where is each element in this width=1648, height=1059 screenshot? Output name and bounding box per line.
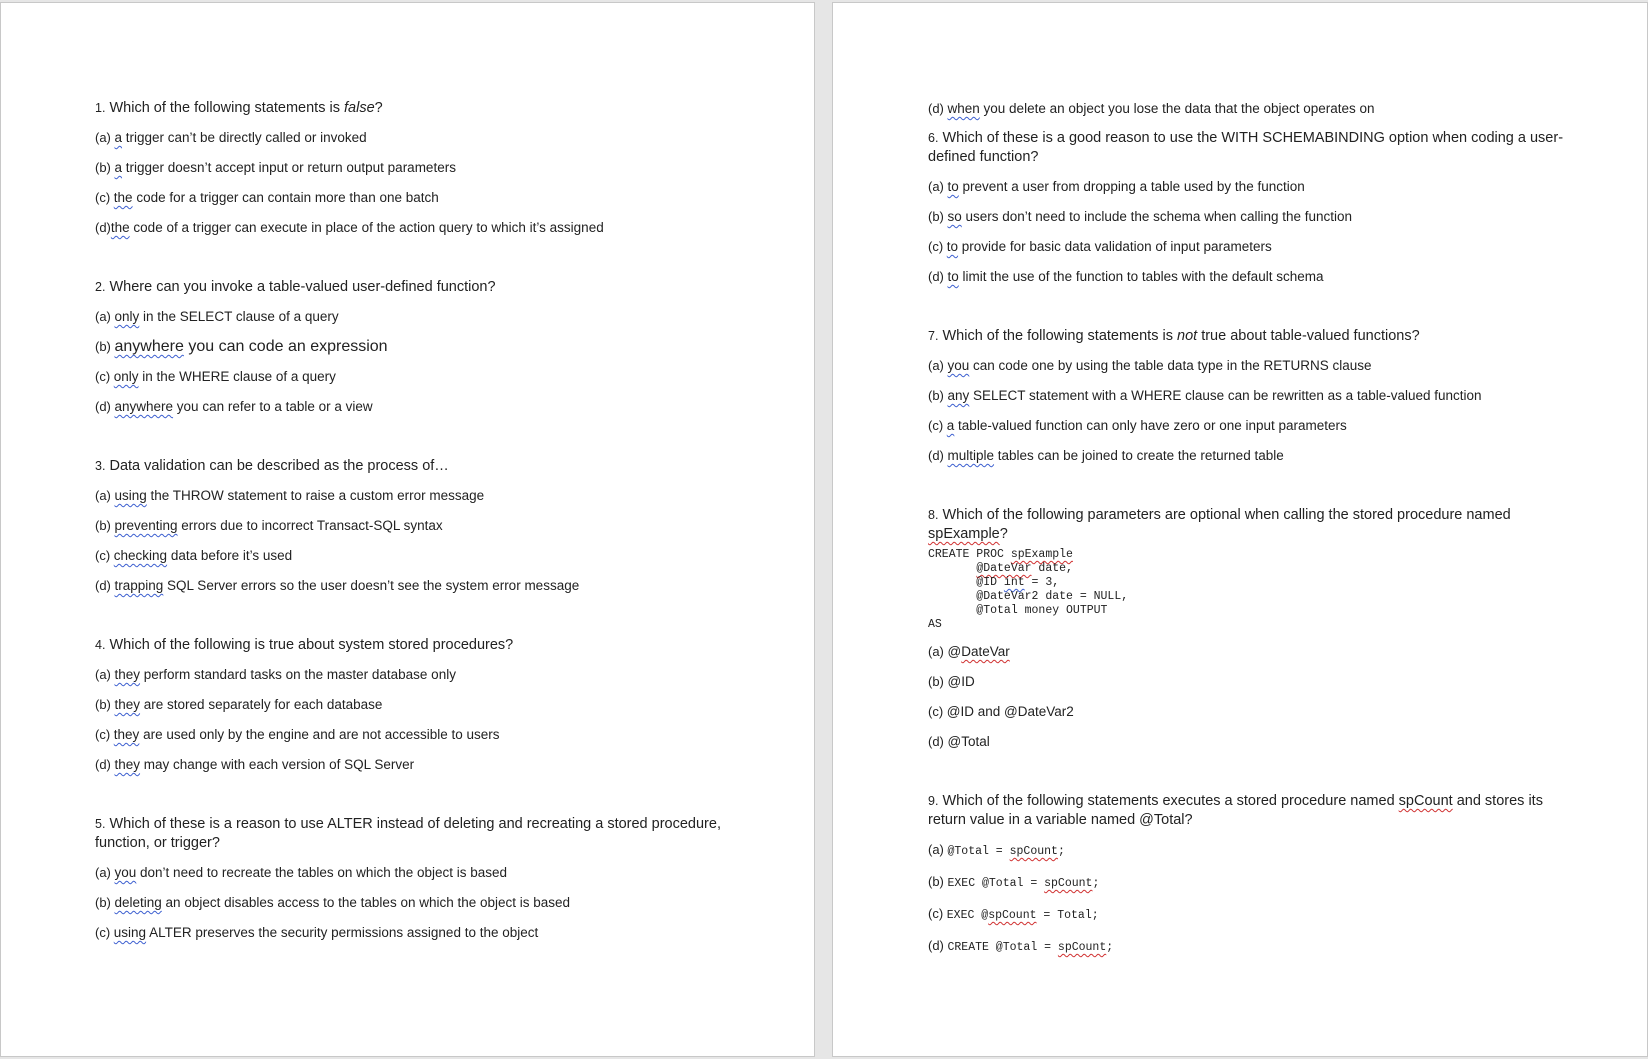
option-label: (a) — [928, 644, 948, 659]
option-text: tables can be joined to create the returned table — [994, 448, 1284, 463]
code-block — [928, 548, 1568, 632]
question-number: 5. — [95, 817, 106, 831]
question-number: 8. — [928, 508, 939, 522]
option-word: to — [947, 269, 959, 284]
option-9c — [928, 904, 1568, 926]
option-label: (b) — [95, 339, 115, 354]
option-label: (a) — [95, 309, 115, 324]
code-line — [928, 562, 976, 575]
option-word: to — [946, 239, 959, 254]
option-5a — [95, 863, 735, 883]
option-word: they — [114, 667, 141, 682]
question-number: 2. — [95, 280, 106, 294]
spacer — [928, 762, 1568, 792]
spacer — [95, 427, 735, 457]
question-5 — [95, 815, 735, 853]
option-6d — [928, 267, 1568, 287]
option-1a — [95, 128, 735, 148]
question-text: Which of the following statements executes a stored procedure named — [938, 793, 1399, 809]
option-word: anywhere — [114, 338, 184, 355]
option-label: (d) — [928, 734, 948, 749]
option-word: any — [947, 388, 970, 403]
option-1b — [95, 158, 735, 178]
option-4a — [95, 665, 735, 685]
option-code: @Total = — [947, 845, 1010, 858]
option-7c — [928, 416, 1568, 436]
option-label: (c) — [928, 239, 947, 254]
option-label: (b) — [928, 209, 948, 224]
question-1 — [95, 99, 735, 118]
option-4d — [95, 755, 735, 775]
option-label: (c) — [95, 190, 114, 205]
option-text: code for a trigger can contain more than one batch — [132, 190, 439, 205]
option-text: provide for basic data validation of input parameters — [958, 239, 1272, 254]
option-code-word: spCount — [1057, 941, 1107, 954]
page-right-content — [928, 99, 1568, 968]
option-text: trigger can’t be directly called or invoked — [122, 130, 367, 145]
option-word: checking — [113, 548, 168, 563]
question-7 — [928, 327, 1568, 346]
option-text: in the WHERE clause of a query — [138, 369, 336, 384]
option-word: a — [946, 418, 955, 433]
option-text: can code one by using the table data type in the RETURNS clause — [969, 358, 1372, 373]
option-text: prevent a user from dropping a table used by the function — [958, 179, 1305, 194]
question-9 — [928, 792, 1568, 830]
question-procedure-name: spExample — [928, 526, 1000, 542]
option-text: data before it’s used — [167, 548, 293, 563]
option-text: are stored separately for each database — [140, 697, 383, 712]
code-line-end: date, — [1031, 562, 1073, 575]
question-number: 6. — [928, 131, 939, 145]
option-code-word: spCount — [1044, 877, 1093, 890]
option-9b — [928, 872, 1568, 894]
option-text: don’t need to recreate the tables on which the object is based — [136, 865, 508, 880]
option-6b — [928, 207, 1568, 227]
option-text: you can refer to a table or a view — [173, 399, 373, 414]
option-code-end: = Total; — [1036, 909, 1099, 922]
question-number: 4. — [95, 638, 106, 652]
option-label: (c) — [95, 925, 114, 940]
option-1c — [95, 188, 735, 208]
question-8 — [928, 506, 1568, 544]
option-8a — [928, 642, 1568, 662]
question-text-end: true about table-valued functions? — [1197, 328, 1420, 344]
option-7d — [928, 446, 1568, 466]
option-9d — [928, 936, 1568, 958]
spacer — [928, 476, 1568, 506]
option-text: users don’t need to include the schema when calling the function — [961, 209, 1353, 224]
option-5c — [95, 923, 735, 943]
option-text: SQL Server errors so the user doesn’t see the system error message — [163, 578, 580, 593]
option-label: (a) — [95, 130, 115, 145]
option-text: code of a trigger can execute in place of the action query to which it’s assigned — [129, 220, 604, 235]
option-5b — [95, 893, 735, 913]
option-word: only — [114, 309, 140, 324]
option-label: (b) — [928, 874, 948, 889]
question-text: Which of the following parameters are optional when calling the stored procedure named — [938, 507, 1511, 523]
option-code-word: spCount — [988, 909, 1037, 922]
option-word: trapping — [114, 578, 164, 593]
option-text: an object disables access to the tables on which the object is based — [161, 895, 571, 910]
option-word: anywhere — [114, 399, 174, 414]
code-line: @DateVar2 date = NULL, — [928, 590, 1129, 603]
option-word: so — [947, 209, 962, 224]
option-word: a — [114, 160, 123, 175]
option-text: perform standard tasks on the master database only — [140, 667, 456, 682]
question-6 — [928, 129, 1568, 167]
option-word: only — [113, 369, 139, 384]
option-8c — [928, 702, 1568, 722]
option-label: (a) — [95, 667, 115, 682]
option-label: (d) — [928, 101, 948, 116]
option-text: are used only by the engine and are not accessible to users — [139, 727, 500, 742]
question-number: 1. — [95, 101, 106, 115]
option-word: the — [113, 190, 133, 205]
option-2c — [95, 367, 735, 387]
option-8b — [928, 672, 1568, 692]
option-label: (c) — [95, 548, 114, 563]
option-7b — [928, 386, 1568, 406]
question-number: 9. — [928, 794, 939, 808]
option-label: (a) — [95, 865, 115, 880]
option-text: limit the use of the function to tables with the default schema — [958, 269, 1324, 284]
question-text: Which of the following statements is — [938, 328, 1177, 344]
question-number: 7. — [928, 329, 939, 343]
option-label: (b) — [95, 697, 115, 712]
question-text: Which of the following is true about system stored procedures? — [105, 637, 514, 653]
spacer — [95, 248, 735, 278]
option-label: (c) — [95, 727, 114, 742]
spacer — [95, 606, 735, 636]
option-text: ALTER preserves the security permissions assigned to the object — [146, 925, 539, 940]
code-word: spExample — [1010, 548, 1073, 561]
option-4b — [95, 695, 735, 715]
option-word: you — [947, 358, 970, 373]
code-line: AS — [928, 618, 942, 631]
option-label: (c) — [928, 704, 947, 719]
option-word: when — [947, 101, 980, 116]
question-4 — [95, 636, 735, 655]
option-label: (c) — [95, 369, 114, 384]
option-text: table-valued function can only have zero or one input parameters — [954, 418, 1347, 433]
option-word: they — [114, 757, 141, 772]
code-line: @ID — [928, 576, 1004, 589]
option-1d — [95, 218, 735, 238]
question-text-end: and stores its return value in a variable named @Total? — [928, 793, 1543, 828]
question-emphasis: not — [1177, 328, 1198, 344]
code-line: CREATE PROC — [928, 548, 1011, 561]
option-word: they — [114, 697, 141, 712]
option-code: EXEC @ — [946, 909, 989, 922]
option-label: (d) — [95, 399, 115, 414]
option-text: trigger doesn’t accept input or return output parameters — [122, 160, 456, 175]
option-text: @ID — [947, 674, 975, 689]
option-word: multiple — [947, 448, 995, 463]
option-3c — [95, 546, 735, 566]
page-left-content — [95, 99, 735, 953]
option-text: in the SELECT clause of a query — [139, 309, 339, 324]
option-label: (d) — [928, 938, 948, 953]
option-6c — [928, 237, 1568, 257]
question-text: Which of these is a reason to use ALTER instead of deleting and recreating a stored procedure, function, or trigger? — [95, 816, 721, 851]
option-text: SELECT statement with a WHERE clause can be rewritten as a table-valued function — [969, 388, 1482, 403]
option-text: @ID and @DateVar2 — [946, 704, 1074, 719]
option-word: preventing — [114, 518, 178, 533]
option-text: the THROW statement to raise a custom error message — [146, 488, 485, 503]
option-word: the — [110, 220, 130, 235]
option-9a — [928, 840, 1568, 862]
option-label: (b) — [928, 674, 948, 689]
option-text: you can code an expression — [183, 338, 388, 355]
option-text: errors due to incorrect Transact-SQL syntax — [177, 518, 443, 533]
option-word: you — [114, 865, 137, 880]
question-2 — [95, 278, 735, 297]
option-3d — [95, 576, 735, 596]
option-text: @ — [947, 644, 962, 659]
option-code-end: ; — [1092, 877, 1100, 890]
option-text: @Total — [947, 734, 990, 749]
option-label: (d) — [95, 220, 111, 235]
option-2a — [95, 307, 735, 327]
option-code: EXEC @Total = — [947, 877, 1045, 890]
option-label: (d) — [95, 757, 115, 772]
question-text: Where can you invoke a table-valued user-defined function? — [105, 279, 496, 295]
option-code-end: ; — [1106, 941, 1114, 954]
option-3a — [95, 486, 735, 506]
question-emphasis: false — [344, 100, 375, 116]
option-6a — [928, 177, 1568, 197]
option-text: may change with each version of SQL Server — [140, 757, 415, 772]
option-3b — [95, 516, 735, 536]
document-page-right — [832, 2, 1648, 1057]
option-label: (c) — [928, 906, 947, 921]
option-label: (d) — [95, 578, 115, 593]
question-text: Data validation can be described as the process of… — [105, 458, 449, 474]
spacer — [928, 297, 1568, 327]
document-page-left — [0, 2, 815, 1057]
question-number: 3. — [95, 459, 106, 473]
option-word: using — [113, 925, 147, 940]
option-label: (b) — [95, 895, 115, 910]
option-2b — [95, 337, 735, 357]
question-text: Which of the following statements is — [105, 100, 344, 116]
option-word: to — [947, 179, 959, 194]
option-label: (d) — [928, 269, 948, 284]
option-code-word: spCount — [1009, 845, 1058, 858]
option-label: (a) — [928, 358, 948, 373]
question-text: Which of these is a good reason to use the WITH SCHEMABINDING option when coding a user-defined function? — [928, 130, 1564, 165]
option-word: they — [113, 727, 140, 742]
option-code-end: ; — [1057, 845, 1065, 858]
option-code: CREATE @Total = — [947, 941, 1058, 954]
question-text-end: ? — [999, 526, 1008, 542]
option-label: (c) — [928, 418, 947, 433]
option-7a — [928, 356, 1568, 376]
option-word: a — [114, 130, 123, 145]
option-2d — [95, 397, 735, 417]
option-word: DateVar — [961, 644, 1010, 659]
question-3 — [95, 457, 735, 476]
question-procedure-name: spCount — [1398, 793, 1453, 809]
option-8d — [928, 732, 1568, 752]
code-word: @DateVar — [976, 562, 1032, 575]
code-word: int — [1003, 576, 1025, 589]
option-label: (b) — [928, 388, 948, 403]
option-label: (a) — [928, 179, 948, 194]
option-word: deleting — [114, 895, 162, 910]
option-label: (b) — [95, 518, 115, 533]
option-text: you delete an object you lose the data that the object operates on — [979, 101, 1375, 116]
option-5d — [928, 99, 1568, 119]
option-label: (d) — [928, 448, 948, 463]
option-4c — [95, 725, 735, 745]
question-text-end: ? — [374, 100, 383, 116]
code-line-end: = 3, — [1024, 576, 1060, 589]
option-label: (a) — [95, 488, 115, 503]
spacer — [95, 785, 735, 815]
code-line: @Total money OUTPUT — [928, 604, 1108, 617]
option-word: using — [114, 488, 147, 503]
option-label: (b) — [95, 160, 115, 175]
option-label: (a) — [928, 842, 948, 857]
